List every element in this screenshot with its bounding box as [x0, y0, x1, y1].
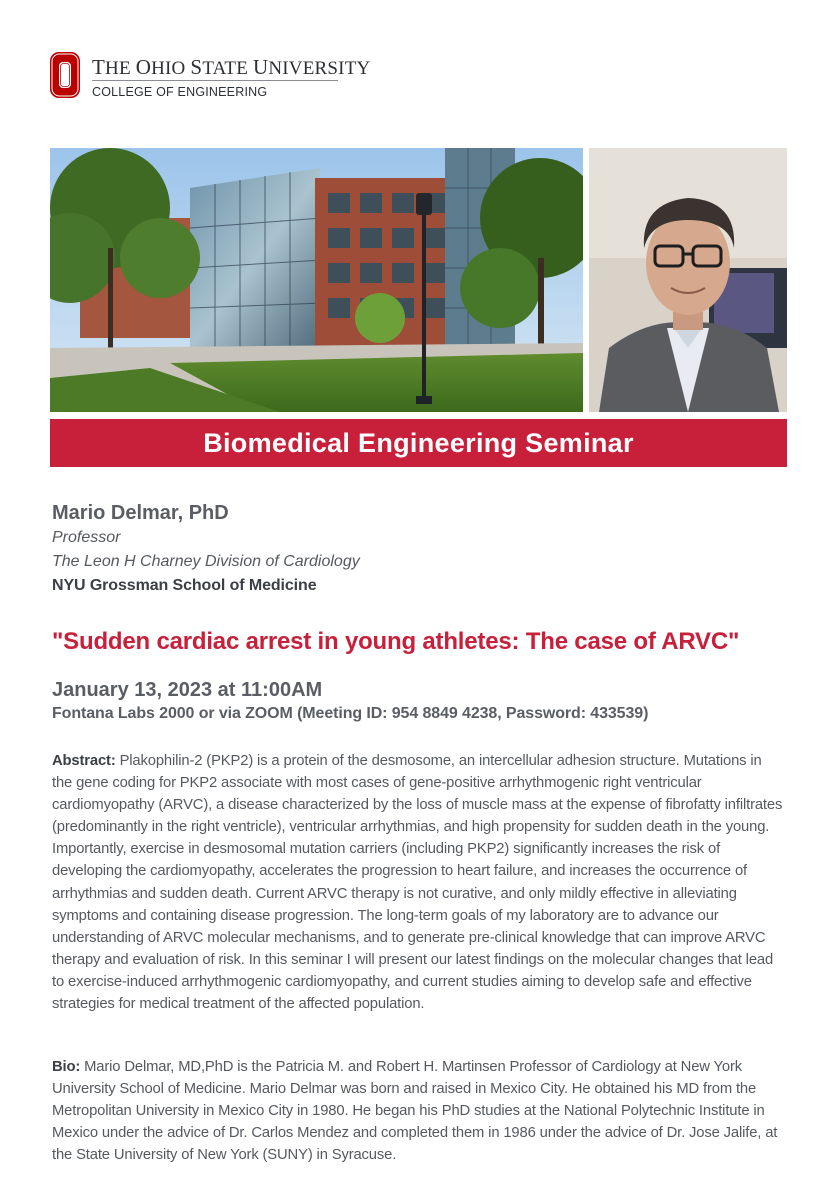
speaker-name: Mario Delmar, PhD [52, 502, 229, 524]
abstract-text: Plakophilin-2 (PKP2) is a protein of the desmosome, an intercellular adhesion structure. Mutations in the gene coding for PKP2 associate with most cases of gene-positive arrhythmogenic right ventricular cardiomyopathy (ARVC), a disease characterized by the loss of muscle mass at the expense of fibrofatty infiltrates (predominantly in the right ventricle), ventricular arrhythmias, and high propensity for sudden death in the young. Importantly, exercise in desmosomal mutation carriers (including PKP2) significantly increases the risk of developing the cardiomyopathy, accelerates the progression to heart failure, and increases the occurrence of arrhythmias and sudden death. Current ARVC therapy is not curative, and only mildly effective in alleviating symptoms and containing disease progression. The long-term goals of my laboratory are to advance our understanding of ARVC molecular mechanisms, and to generate pre-clinical knowledge that can improve ARVC therapy and evaluation of risk. In this seminar I will present our latest findings on the molecular changes that lead to exercise-induced arrhythmogenic cardiomyopathy, and current studies aiming to develop safe and effective strategies for medical treatment of the affected population. [52, 753, 783, 1013]
talk-location: Fontana Labs 2000 or via ZOOM (Meeting ID: 954 8849 4238, Password: 433539) [52, 705, 649, 722]
seminar-title: Biomedical Engineering Seminar [203, 427, 634, 458]
speaker-portrait [589, 148, 787, 412]
header-divider [92, 80, 338, 81]
speaker-institution: NYU Grossman School of Medicine [52, 577, 317, 594]
college-name: COLLEGE OF ENGINEERING [92, 85, 268, 99]
building-photo [50, 148, 583, 412]
bio-label: Bio: [52, 1059, 81, 1075]
bio-paragraph [52, 1056, 784, 1166]
university-header [50, 52, 371, 102]
abstract-paragraph [52, 750, 784, 1015]
photo-strip [50, 148, 787, 412]
block-o-logo [50, 52, 80, 98]
bio-text: Mario Delmar, MD,PhD is the Patricia M. and Robert H. Martinsen Professor of Cardiology at New York University School of Medicine. Mario Delmar was born and raised in Mexico City. He obtained his MD from the Metropolitan University in Mexico City in 1980. He began his PhD studies at the National Polytechnic Institute in Mexico under the advice of Dr. Carlos Mendez and completed them in 1986 under the advice of Dr. Jose Jalife, at the State University of New York (SUNY) in Syracuse. [52, 1059, 778, 1164]
speaker-division: The Leon H Charney Division of Cardiology [52, 553, 360, 570]
seminar-banner [50, 419, 787, 467]
talk-date: January 13, 2023 at 11:00AM [52, 679, 323, 701]
university-name: THE OHIO STATE UNIVERSITY [92, 55, 371, 79]
speaker-block [52, 500, 782, 598]
abstract-label: Abstract: [52, 753, 116, 769]
speaker-position: Professor [52, 529, 121, 546]
talk-title: "Sudden cardiac arrest in young athletes: The case of ARVC" [52, 628, 740, 655]
